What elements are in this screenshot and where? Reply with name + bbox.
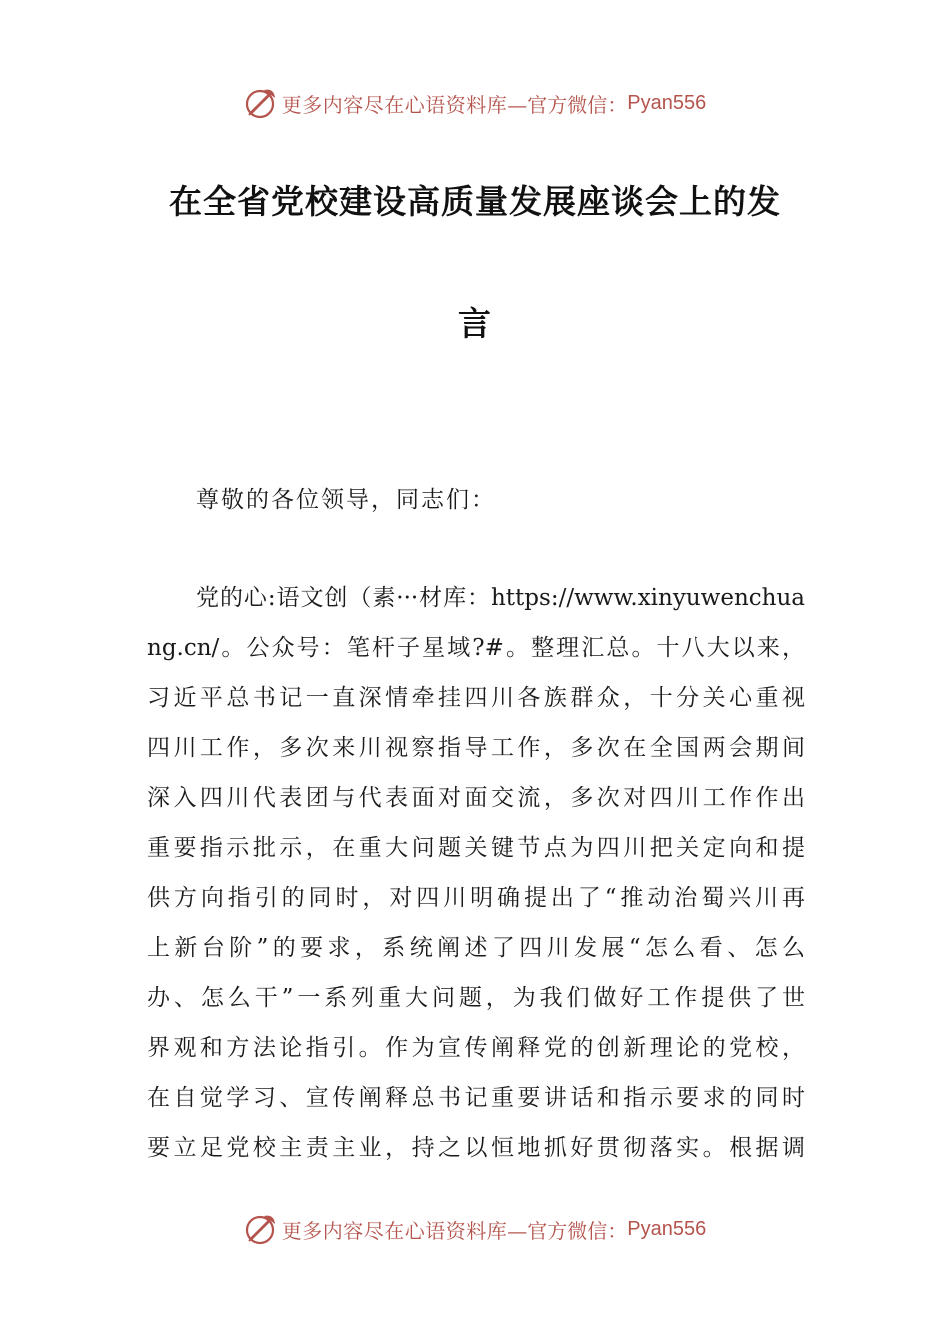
- banner-slogan: 更多内容尽在心语资料库: [281, 1218, 508, 1243]
- header-banner: [0, 83, 950, 123]
- body-line: ng.cn/。公众号：笔杆子星域?#。整理汇总。十八大以来，: [147, 635, 805, 661]
- footer-banner: [0, 1209, 950, 1249]
- quill-pen-logo-icon: [244, 1212, 278, 1246]
- banner-wechat-label: —官方微信：: [507, 1218, 628, 1243]
- quill-pen-logo-icon: [244, 86, 278, 120]
- body-line: 界观和方法论指引。作为宣传阐释党的创新理论的党校，: [147, 1035, 805, 1061]
- body-line: 习近平总书记一直深情牵挂四川各族群众，十分关心重视: [147, 685, 805, 711]
- body-line: 深入四川代表团与代表面对面交流，多次对四川工作作出: [147, 785, 805, 811]
- body-line: 党的心:语文创（素···材库：https://www.xinyuwenchua: [196, 585, 805, 611]
- body-line: 四川工作，多次来川视察指导工作，多次在全国两会期间: [147, 735, 805, 761]
- banner-slogan: 更多内容尽在心语资料库: [281, 92, 508, 117]
- banner-wechat-id: Pyan556: [627, 91, 707, 114]
- body-line: 供方向指引的同时，对四川明确提出了“推动治蜀兴川再: [147, 885, 805, 911]
- body-line: 上新台阶”的要求，系统阐述了四川发展“怎么看、怎么: [147, 935, 805, 961]
- document-title-line-1: 在全省党校建设高质量发展座谈会上的发: [169, 182, 781, 221]
- body-line: 在自觉学习、宣传阐释总书记重要讲话和指示要求的同时: [147, 1085, 805, 1111]
- body-line: 办、怎么干”一系列重大问题，为我们做好工作提供了世: [147, 985, 805, 1011]
- salutation: 尊敬的各位领导，同志们：: [196, 487, 496, 513]
- body-line: 重要指示批示，在重大问题关键节点为四川把关定向和提: [147, 835, 805, 861]
- body-line: 要立足党校主责主业，持之以恒地抓好贯彻落实。根据调: [147, 1135, 805, 1161]
- document-title-line-2: 言: [458, 304, 492, 343]
- banner-wechat-label: —官方微信：: [507, 92, 628, 117]
- banner-wechat-id: Pyan556: [627, 1217, 707, 1240]
